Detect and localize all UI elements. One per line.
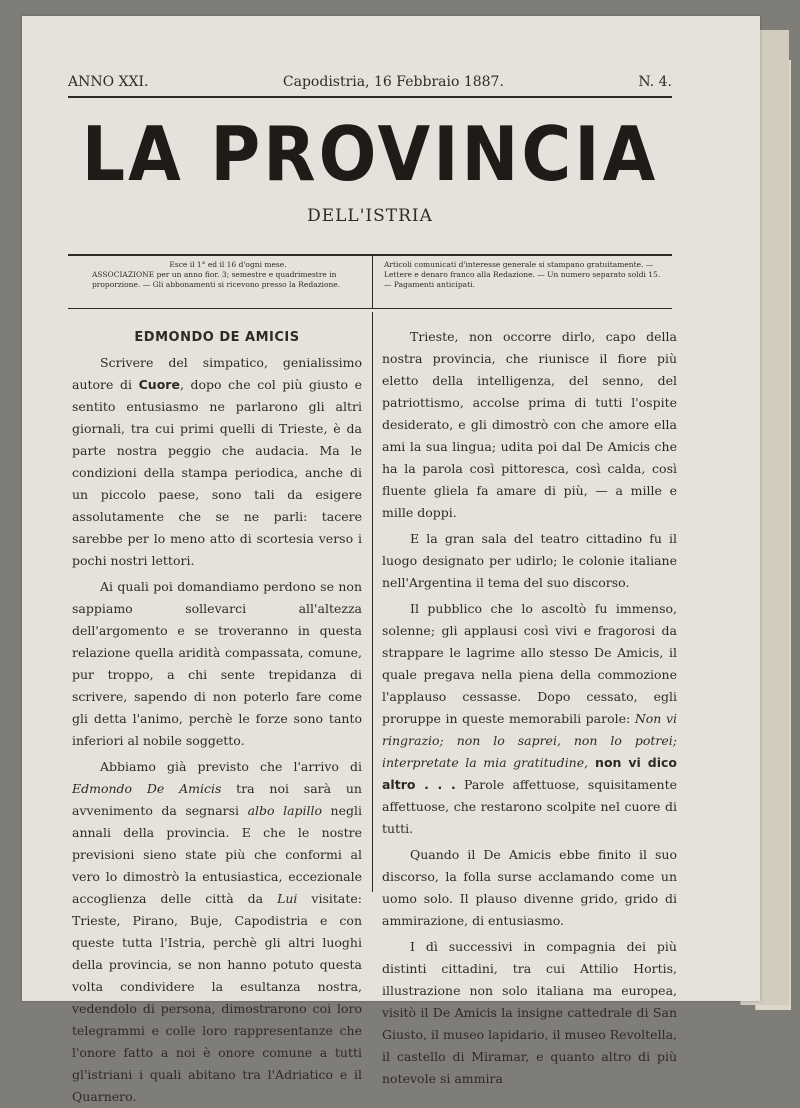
article-paragraph: Abbiamo già previsto che l'arrivo di Edmondo De Amicis tra noi sarà un avvenimento da segnarsi albo lapillo negli annali della provincia. E che le nostre previsioni sieno state più che conformi al vero lo dimostrò la entusiastica, eccezionale accoglienza delle città da Lui visitate: Trieste, Pirano, Buje, Capodistria e con queste tutta l'Istria, perchè gli altri luoghi della provincia, se non hanno potuto questa volta condividere la esultanza nostra, vedendolo di persona, dimostrarono coi loro telegrammi e colle loro rappresentanze che l'onore fatto a noi è onore comune a tutti gl'istriani i quali abitano tra l'Adriatico e il Quarnero. (72, 759, 363, 1104)
editorial-notice (384, 260, 666, 290)
newspaper-page (22, 16, 760, 1104)
publication-schedule: Esce il 1° ed il 16 d'ogni mese. (169, 260, 287, 269)
subscription-terms: ASSOCIAZIONE per un anno fior. 3; semestre e quadrimestre in proporzione. — Gli abbonamenti si ricevono presso la Redazione. (92, 270, 341, 289)
article-paragraph: Ai quali poi domandiamo perdono se non sappiamo sollevarci all'altezza dell'argomento e se troveranno in questa relazione quella aridità compassata, comune, pur troppo, a chi sente trepidanza di scrivere, sapendo di non poterlo fare come gli detta l'animo, perchè le forze sono tanto inferiori al nobile soggetto. (72, 579, 362, 748)
issue-number: N. 4. (638, 74, 672, 90)
subscription-notice (92, 260, 364, 290)
article-column-left (72, 326, 362, 1108)
issue-year: ANNO XXI. (68, 74, 149, 90)
article-paragraph: I dì successivi in compagnia dei più distinti cittadini, tra cui Attilio Hortis, illustrazione non solo italiana ma europea, visitò il De Amicis la insigne cattedrale di San Giusto, il museo lapidario, il museo Revoltella, il castello di Miramar, e quanto altro di più notevole si ammira (382, 939, 677, 1086)
editorial-terms: Articoli comunicati d'interesse generale si stampano gratuitamente. — Lettere e denaro franco alla Redazione. — Un numero separato soldi 15. — Pagamenti anticipati. (384, 260, 661, 289)
notice-rule-top (68, 254, 672, 256)
notice-rule-bottom (68, 308, 672, 309)
article-headline: EDMONDO DE AMICIS (134, 330, 300, 345)
place-date: Capodistria, 16 Febbraio 1887. (282, 74, 504, 90)
masthead-top-line (68, 74, 672, 90)
article-column-right (382, 326, 677, 1090)
article-paragraph: Quando il De Amicis ebbe finito il suo discorso, la folla surse acclamando come un uomo solo. Il plauso divenne grido, grido di ammirazione, di entusiasmo. (382, 847, 677, 928)
notice-divider (372, 256, 373, 308)
article-paragraph: Trieste, non occorre dirlo, capo della nostra provincia, che riunisce il fiore più eletto della intelligenza, del senno, del patriottismo, accolse prima di tutti l'ospite desiderato, e gli dimostrò con che amore ella ami la sua lingua; udita poi dal De Amicis che ha la parola così pittoresca, così calda, così fluente gliela fa amare di più, — a mille e mille doppi. (382, 329, 677, 520)
column-divider (372, 312, 373, 892)
masthead-rule-top (68, 96, 672, 98)
article-paragraph: Scrivere del simpatico, genialissimo autore di Cuore, dopo che col più giusto e sentito entusiasmo ne parlarono gli altri giornali, tra cui primi quelli di Trieste, è da parte nostra peggio che audacia. Ma le condizioni della stampa periodica, anche di un piccolo paese, sono tali da esigere assolutamente che se ne parli: tacere sarebbe per lo meno atto di scortesia verso i pochi nostri lettori. (72, 355, 362, 568)
article-paragraph: E la gran sala del teatro cittadino fu il luogo designato per udirlo; le colonie italiane nell'Argentina il tema del suo discorso. (382, 531, 677, 590)
newspaper-subtitle: DELL'ISTRIA (307, 206, 433, 226)
newspaper-title: LA PROVINCIA (81, 112, 659, 199)
article-paragraph: Il pubblico che lo ascoltò fu immenso, solenne; gli applausi così vivi e fragorosi da strappare le lagrime allo stesso De Amicis, il quale pregava nella piena della commozione l'applauso cessasse. Dopo cessato, egli proruppe in queste memorabili parole: Non vi ringrazio; non lo saprei, non lo potrei; interpretate la mia gratitudine, non vi dico altro . . . Parole affettuose, squisitamente affettuose, che restarono scolpite nel cuore di tutti. (382, 601, 678, 836)
